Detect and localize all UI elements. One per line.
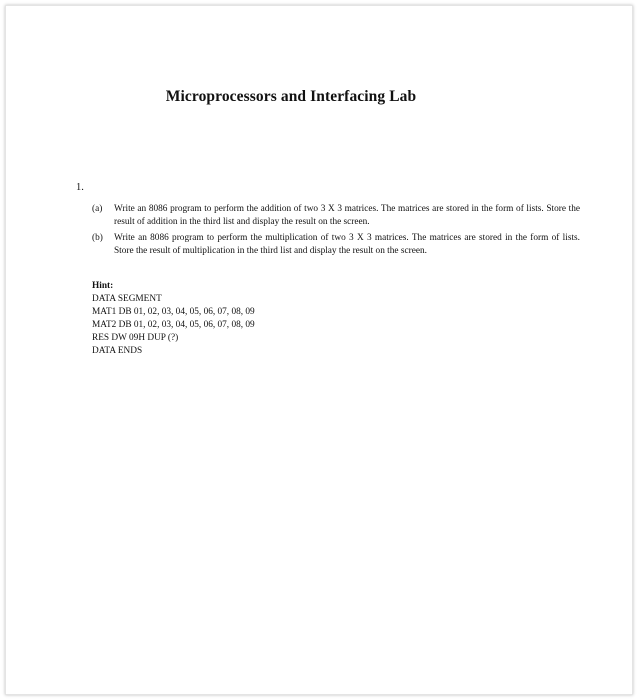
document-page xyxy=(5,5,633,695)
part-b-label: (b) xyxy=(92,233,103,243)
hint-code-line: MAT2 DB 01, 02, 03, 04, 05, 06, 07, 08, 09 xyxy=(92,320,255,330)
hint-code-line: RES DW 09H DUP (?) xyxy=(92,333,179,343)
hint-code-line: DATA SEGMENT xyxy=(92,294,162,304)
hint-title: Hint: xyxy=(92,281,114,291)
hint-code-line: DATA ENDS xyxy=(92,346,143,356)
page-title: Microprocessors and Interfacing Lab xyxy=(165,88,417,105)
part-a-label: (a) xyxy=(92,204,103,214)
hint-block xyxy=(92,280,255,358)
question-number: 1. xyxy=(76,182,84,193)
part-b-text: Write an 8086 program to perform the multiplication of two 3 X 3 matrices. The matrices are stored in the form of lists. Store the result of multiplication in the third list and display the result on the screen. xyxy=(114,233,580,256)
part-a-text: Write an 8086 program to perform the addition of two 3 X 3 matrices. The matrices are stored in the form of lists. Store the result of addition in the third list and display the result on the screen. xyxy=(114,204,580,227)
hint-code-line: MAT1 DB 01, 02, 03, 04, 05, 06, 07, 08, 09 xyxy=(92,307,255,317)
